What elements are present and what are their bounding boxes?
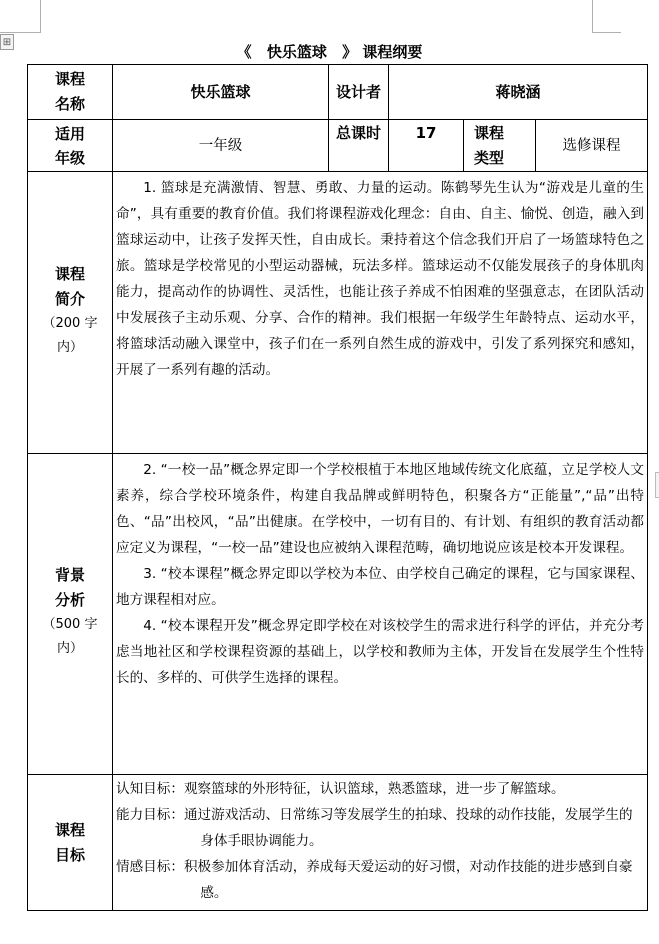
course-type-label: 课程 类型 <box>473 124 504 167</box>
title-open-bracket: 《 <box>236 43 252 61</box>
grade-value[interactable]: 一年级 <box>198 138 243 154</box>
goals-text-cell[interactable] <box>116 776 644 908</box>
background-label: 背景 分析 （500 字 内） <box>42 566 98 656</box>
goals-label: 课程 目标 <box>54 821 85 864</box>
emotion-goal: 情感目标：积极参加体育活动，养成每天爱运动的好习惯，对动作技能的进步感到自豪感。 <box>116 859 633 901</box>
designer-value[interactable]: 蒋晓涵 <box>495 83 541 101</box>
page-corner-mark-top-right <box>592 0 621 33</box>
designer-label: 设计者 <box>335 83 381 101</box>
total-hours-label: 总课时 <box>335 124 381 142</box>
ability-goal: 能力目标：通过游戏活动、日常练习等发展学生的拍球、投球的动作技能，发展学生的身体手眼协调能力。 <box>116 807 633 849</box>
background-paragraph-2: 3. “校本课程”概念界定即以学校为本位、由学校自己确定的课程，它与国家课程、地方课程相对应。 <box>116 566 644 608</box>
intro-text-cell[interactable] <box>116 175 644 451</box>
grade-label: 适用 年级 <box>54 125 85 167</box>
page-corner-mark-top-left <box>0 0 41 33</box>
intro-paragraph: 1. 篮球是充满激情、智慧、勇敢、力量的运动。陈鹤琴先生认为“游戏是儿童的生命”，具有重要的教育价值。我们将课程游戏化理念：自由、自主、愉悦、创造，融入到篮球运动中，让孩子发挥天性，自由成长。秉持着这个信念我们开启了一场篮球特色之旅。篮球是学校常见的小型运动器械，玩法多样。篮球运动不仅能发展孩子的身体肌肉能力，提高动作的协调性、灵活性，也能让孩子养成不怕困难的坚强意志，在团队活动中发展孩子主动乐观、分享、合作的精神。我们根据一年级学生年龄特点、运动水平，将篮球活动融入课堂中，孩子们在一系列自然生成的游戏中，引发了系列探究和感知，开展了一系列有趣的活动。 <box>116 180 644 378</box>
intro-label: 课程 简介 （200 字 内） <box>42 265 98 355</box>
background-text-cell[interactable] <box>116 457 644 773</box>
title-suffix: 课程纲要 <box>362 43 423 61</box>
title-course-name: 快乐篮球 <box>266 43 327 61</box>
course-type-value[interactable]: 选修课程 <box>562 138 621 154</box>
side-panel-tab[interactable] <box>655 472 659 498</box>
background-paragraph-3: 4. “校本课程开发”概念界定即学校在对该校学生的需求进行科学的评估，并充分考虑当地社区和学校课程资源的基础上，以学校和教师为主体，开发旨在发展学生个性特长的、多样的、可供学生选择的课程。 <box>116 618 644 686</box>
cognitive-goal: 认知目标：观察篮球的外形特征，认识篮球，熟悉篮球，进一步了解篮球。 <box>116 781 565 797</box>
document-title <box>0 41 659 63</box>
table-move-handle-icon[interactable]: ⊞ <box>0 34 14 50</box>
background-paragraph-1: 2. “一校一品”概念界定即一个学校根植于本地区地域传统文化底蕴，立足学校人文素养，综合学校环境条件，构建自我品牌或鲜明特色，积聚各方“正能量”,“品”出特色、“品”出校风，“品”出健康。在学校中，一切有目的、有计划、有组织的教育活动都应定义为课程，“一校一品”建设也应被纳入课程范畴，确切地说应该是校本开发课程。 <box>116 462 644 556</box>
course-name-label: 课程 名称 <box>54 70 85 113</box>
total-hours-value[interactable]: 17 <box>415 124 437 142</box>
title-close-bracket: 》 <box>342 43 358 61</box>
course-name-value[interactable]: 快乐篮球 <box>190 83 251 101</box>
